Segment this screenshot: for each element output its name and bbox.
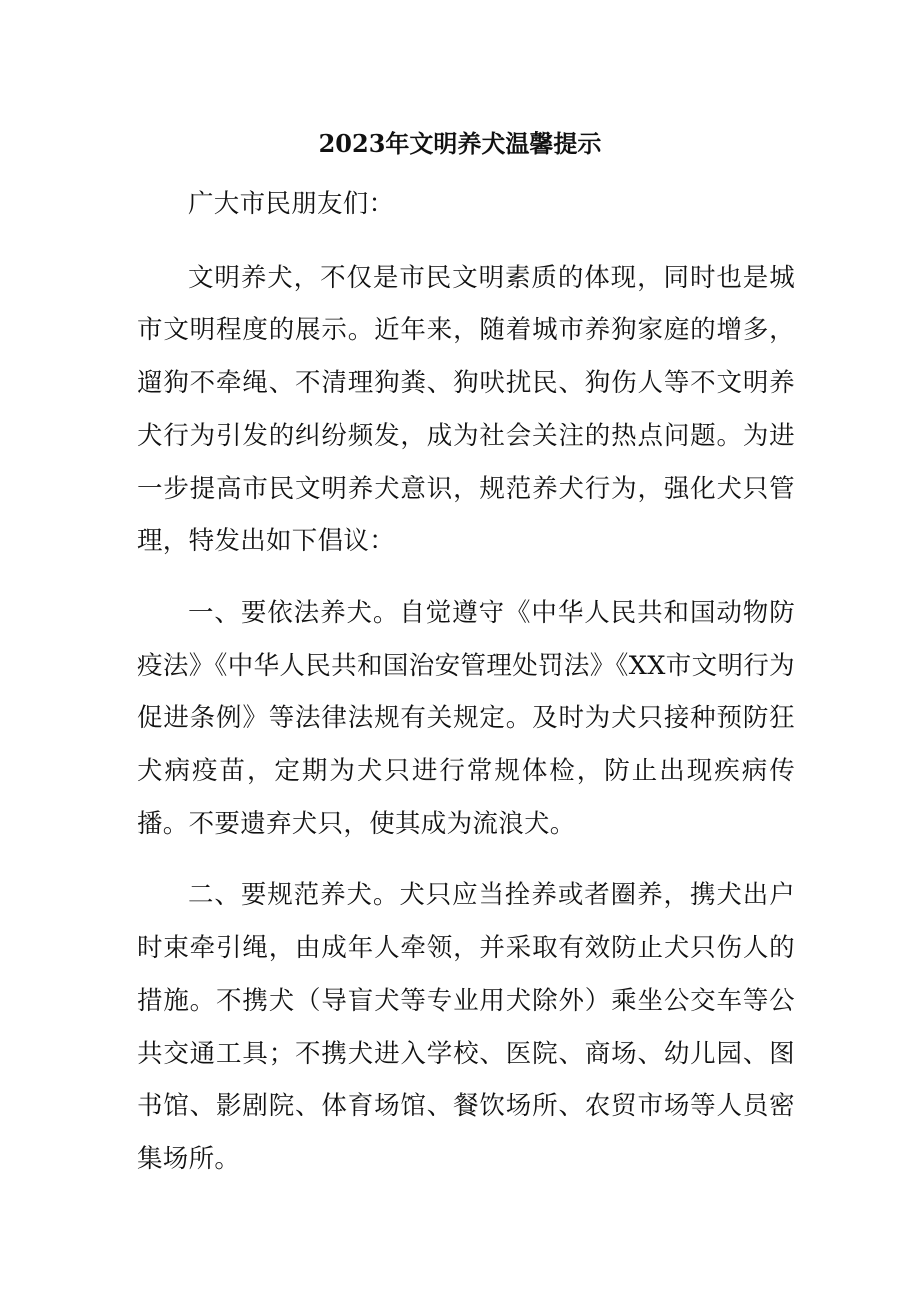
paragraph-intro: 文明养犬，不仅是市民文明素质的体现，同时也是城市文明程度的展示。近年来，随着城市养狗家庭的增多，遛狗不牵绳、不清理狗粪、狗吠扰民、狗伤人等不文明养犬行为引发的纠纷频发，成为社会关注的热点问题。为进一步提高市民文明养犬意识，规范养犬行为，强化犬只管理，特发出如下倡议： (137, 262, 795, 557)
paragraph-regulation: 二、要规范养犬。犬只应当拴养或者圈养，携犬出户时束牵引绳，由成年人牵领，并采取有效防止犬只伤人的措施。不携犬（导盲犬等专业用犬除外）乘坐公交车等公共交通工具；不携犬进入学校、医院、商场、幼儿园、图书馆、影剧院、体育场馆、餐饮场所、农贸市场等人员密集场所。 (137, 880, 795, 1174)
document-title: 2023年文明养犬温馨提示 (318, 129, 602, 158)
greeting: 广大市民朋友们： (188, 189, 395, 219)
paragraph-legal: 一、要依法养犬。自觉遵守《中华人民共和国动物防疫法》《中华人民共和国治安管理处罚法》《XX市文明行为促进条例》等法律法规有关规定。及时为犬只接种预防狂犬病疫苗，定期为犬只进行常规体检，防止出现疾病传播。不要遗弃犬只，使其成为流浪犬。 (137, 597, 795, 839)
document-body (137, 178, 795, 1205)
